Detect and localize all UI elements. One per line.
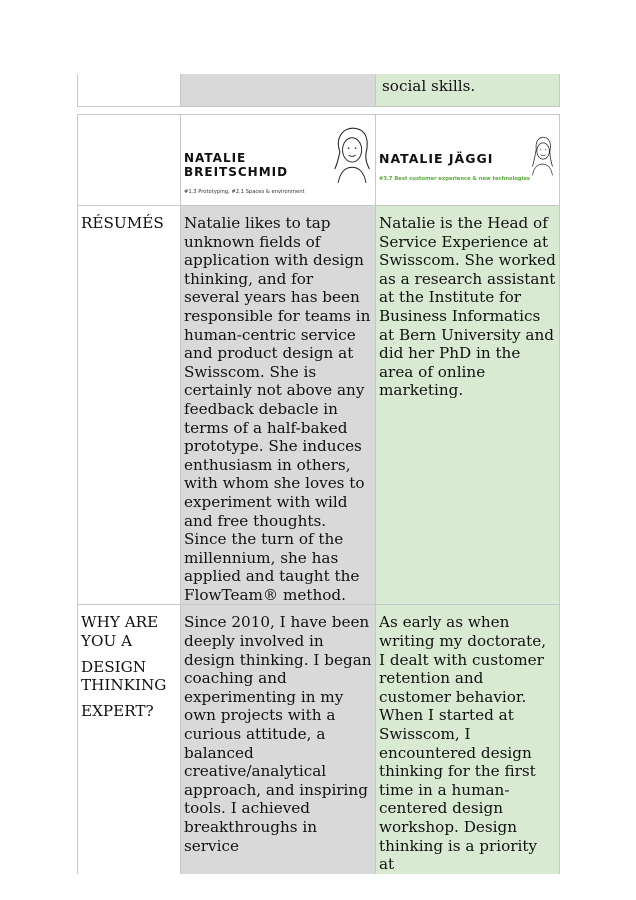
person1-avatar-icon xyxy=(333,121,371,191)
person1-expert-cell xyxy=(181,605,376,874)
person2-expert-text: As early as when writing my doctorate, I dealt with customer retention and customer behavior. When I started at Swisscom, I encountered design thinking for the first time in a human-centered design workshop. Design thinking is a priority at xyxy=(379,613,547,874)
header-row xyxy=(78,115,560,206)
person2-name: NATALIE JÄGGI xyxy=(379,151,494,166)
person1-header xyxy=(181,115,376,206)
top-cell-col2 xyxy=(181,74,376,106)
row-label-line: DESIGN THINKING xyxy=(81,657,167,695)
profile-table xyxy=(77,114,560,874)
person2-resume-cell xyxy=(376,206,560,605)
row-label: RÉSUMÉS xyxy=(81,214,164,232)
row-label-cell xyxy=(78,206,181,605)
person2-resume-text: Natalie is the Head of Service Experience at Swisscom. She worked as a research assistant at the Institute for Business Informatics at Bern University and did her PhD in the area of online marketing. xyxy=(379,214,556,400)
continued-table xyxy=(77,74,560,107)
row-label-line: EXPERT? xyxy=(81,701,154,720)
row-label-line: WHY ARE YOU A xyxy=(81,613,159,651)
person1-tags: #1.3 Prototyping, #2.1 Spaces & environment xyxy=(184,189,305,195)
person1-resume-cell xyxy=(181,206,376,605)
top-cell-col3 xyxy=(376,74,560,106)
top-cell-text: social skills. xyxy=(382,77,476,95)
table-row xyxy=(78,605,560,874)
person1-expert-text: Since 2010, I have been deeply involved in design thinking. I began coaching and experimenting in my own projects with a curious attitude, a balanced creative/analytical approach, and inspiring tools. I achieved breakthroughs in service xyxy=(184,613,372,855)
person2-header xyxy=(376,115,560,206)
person2-expert-cell xyxy=(376,605,560,874)
top-cell-label xyxy=(78,74,181,106)
person1-resume-text: Natalie likes to tap unknown fields of application with design thinking, and for several years has been responsible for teams in human-centric service and product design at Swisscom. She is certainly not above any feedback debacle in terms of a half-baked prototype. She induces enthusiasm in others, with whom she loves to experiment with wild and free thoughts. Since the turn of the millennium, she has applied and taught the FlowTeam® method. xyxy=(184,214,371,604)
person2-avatar-icon xyxy=(530,121,555,191)
person1-name: NATALIE BREITSCHMID xyxy=(184,151,289,179)
header-empty-cell xyxy=(78,115,181,206)
table-row xyxy=(78,206,560,605)
person2-tags: #3.7 Best customer experience & new technologies xyxy=(379,176,531,182)
row-label-cell xyxy=(78,605,181,874)
